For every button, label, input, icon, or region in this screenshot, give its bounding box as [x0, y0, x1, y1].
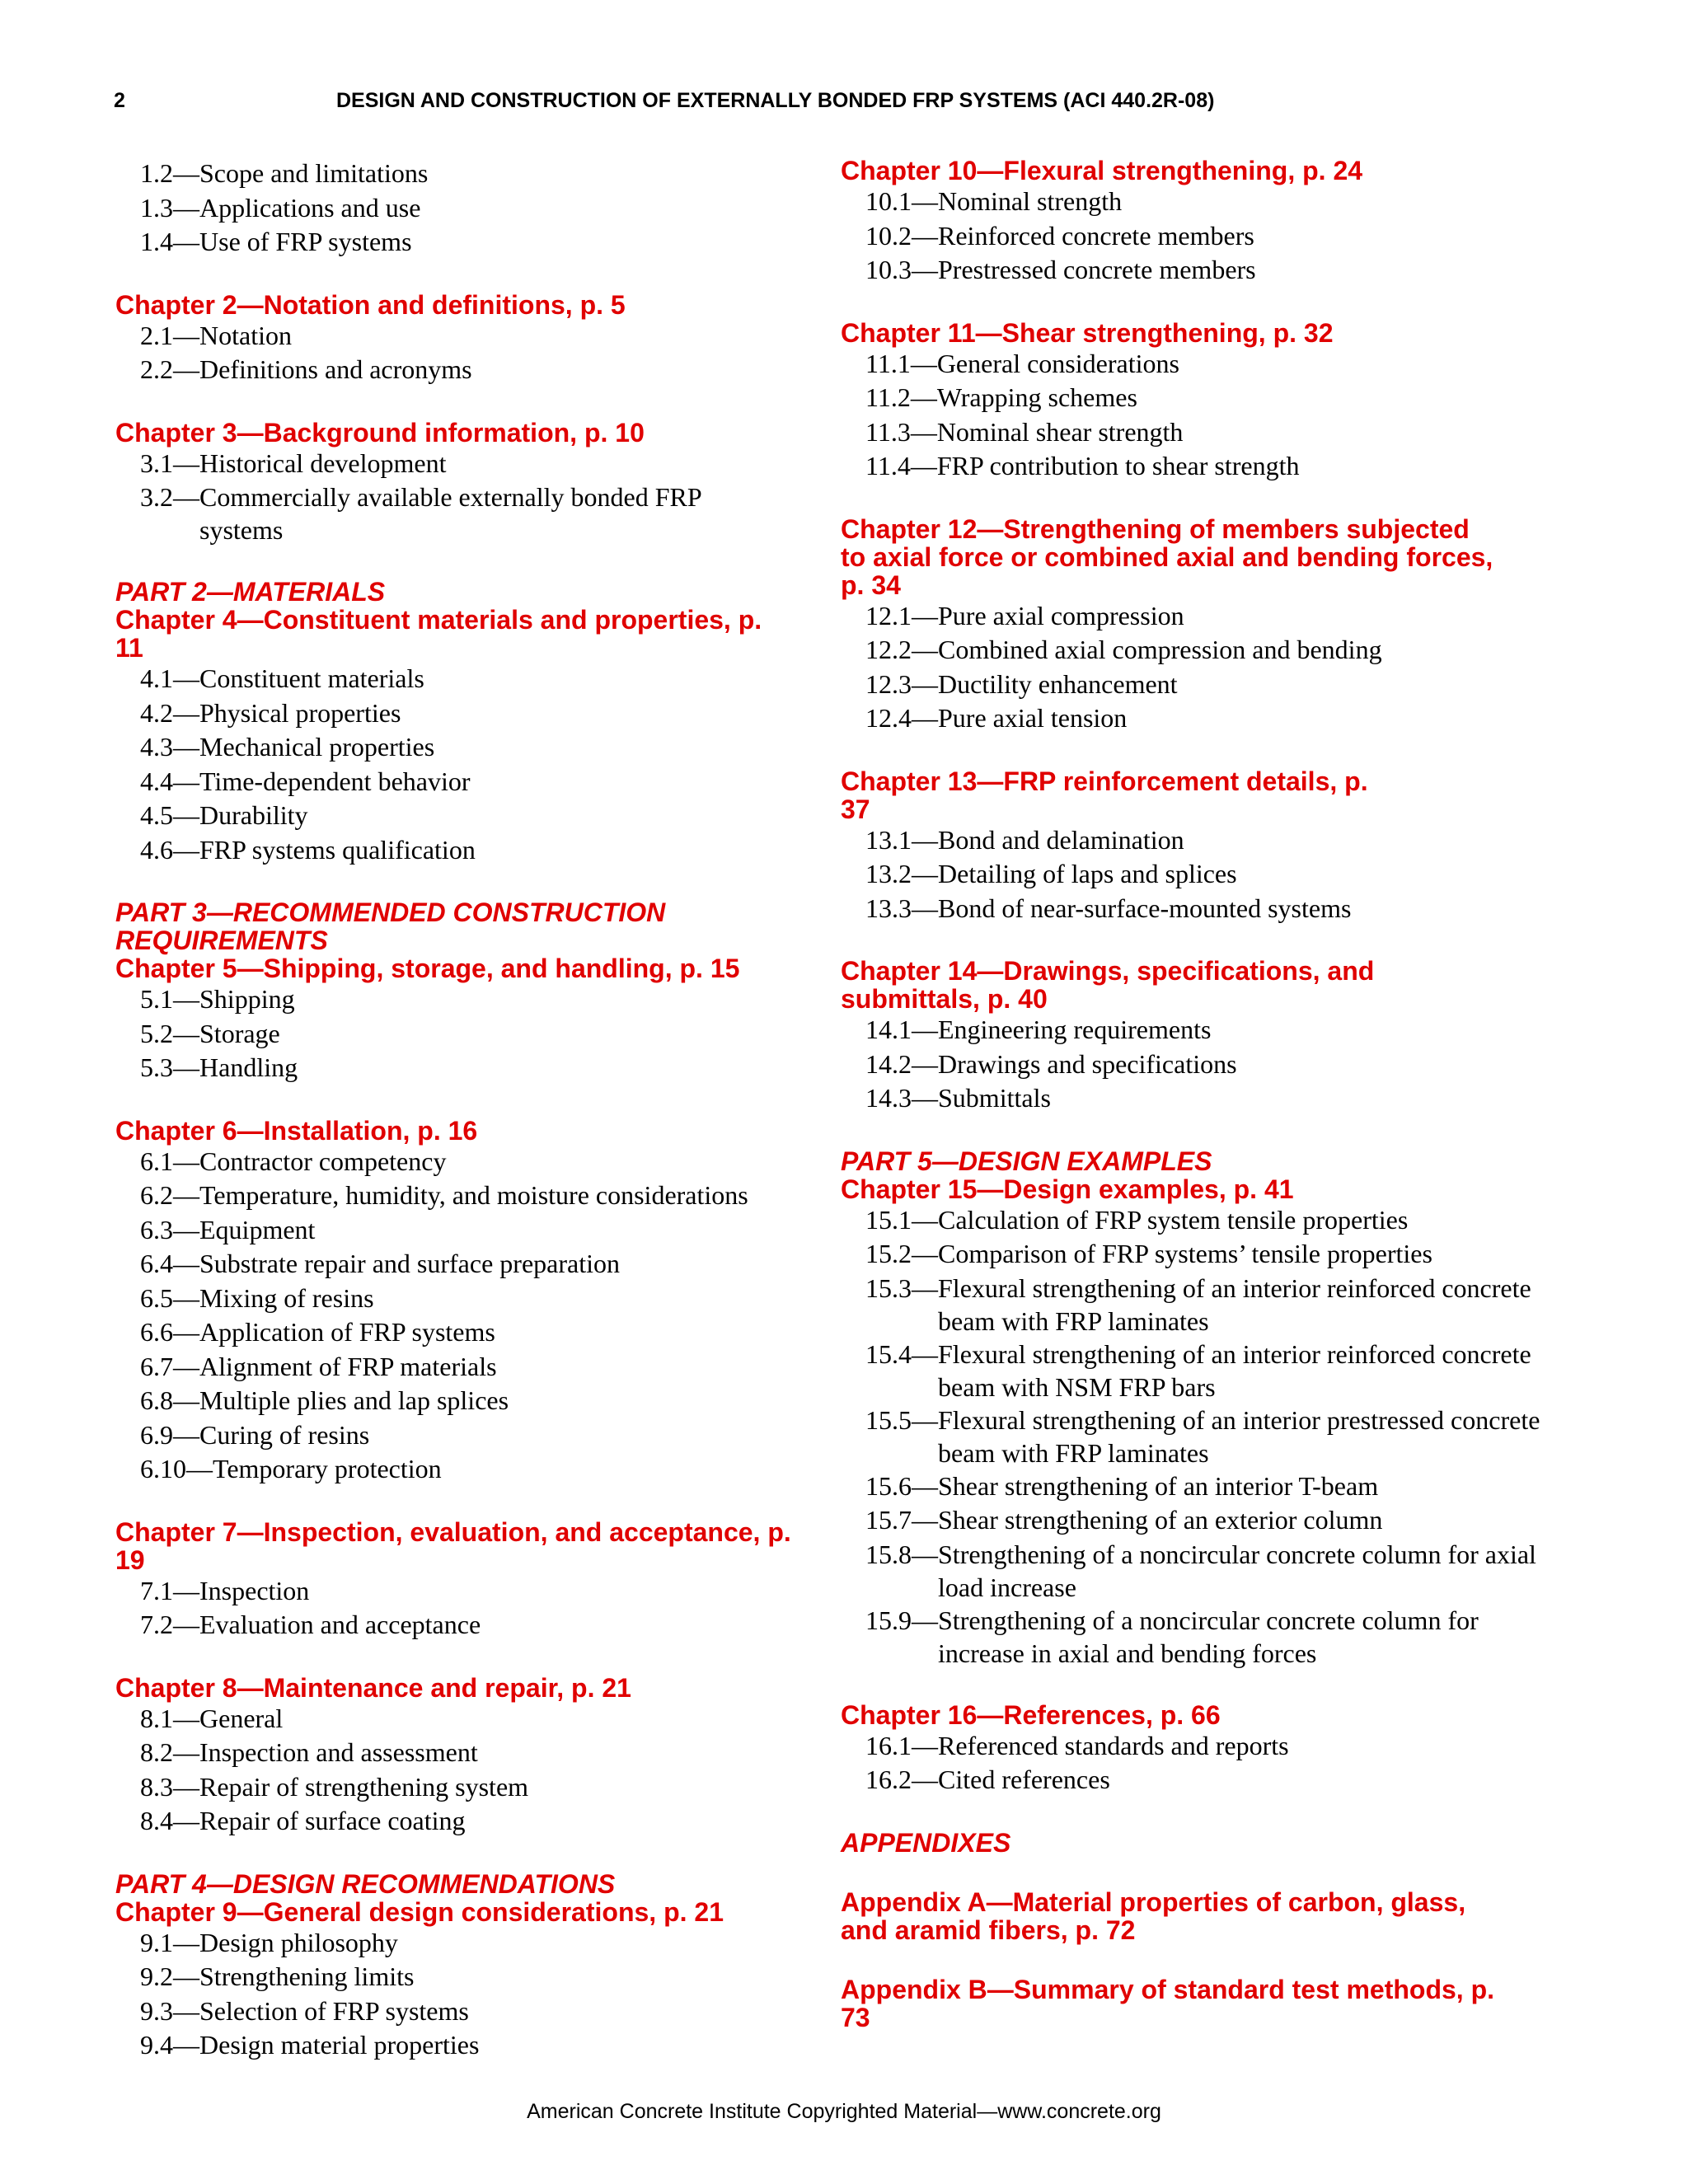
- toc-item: 15.5— Flexural strengthening of an interior prestressed concrete beam with FRP laminates: [865, 1404, 1540, 1468]
- toc-right-column: [841, 157, 1566, 2032]
- toc-section-chapter-8: [115, 1674, 791, 1839]
- toc-item: 7.2—Evaluation and acceptance: [140, 1610, 481, 1639]
- toc-item: 15.2—Comparison of FRP systems’ tensile properties: [865, 1239, 1432, 1268]
- toc-item: 3.2— Commercially available externally bonded FRP systems: [140, 482, 701, 545]
- toc-item: 6.9—Curing of resins: [140, 1419, 370, 1450]
- page-number: 2: [114, 89, 125, 112]
- toc-item: 15.7—Shear strengthening of an exterior column: [865, 1505, 1383, 1535]
- toc-section-chapter-2: [115, 291, 791, 387]
- part-heading: PART 5—DESIGN EXAMPLES: [841, 1146, 1212, 1176]
- toc-section-chapter-16: [841, 1701, 1566, 1797]
- toc-item: 11.4—FRP contribution to shear strength: [865, 451, 1300, 480]
- toc-left-column: [115, 157, 791, 2063]
- toc-item: 11.1—General considerations: [865, 348, 1179, 378]
- toc-section-chapter-11: [841, 319, 1566, 484]
- toc-item: 15.8— Strengthening of a noncircular concrete column for axial load increase: [865, 1539, 1536, 1602]
- toc-item: 6.6—Application of FRP systems: [140, 1317, 495, 1347]
- chapter-heading: Chapter 7—Inspection, evaluation, and acceptance, p. 19: [115, 1516, 791, 1575]
- toc-item: 14.2—Drawings and specifications: [865, 1048, 1237, 1079]
- toc-item: 8.4—Repair of surface coating: [140, 1806, 466, 1835]
- page-header: [114, 89, 1597, 122]
- part-heading: PART 4—DESIGN RECOMMENDATIONS: [115, 1868, 616, 1899]
- toc-section-appendixes: [841, 1829, 1566, 1857]
- chapter-heading: Chapter 3—Background information, p. 10: [115, 417, 645, 448]
- chapter-heading: Chapter 14—Drawings, specifications, and submittals, p. 40: [841, 956, 1375, 1014]
- chapter-heading: Chapter 4—Constituent materials and properties, p. 11: [115, 605, 762, 663]
- toc-item: 11.3—Nominal shear strength: [865, 416, 1184, 447]
- running-title: DESIGN AND CONSTRUCTION OF EXTERNALLY BONDED FRP SYSTEMS (ACI 440.2R-08): [336, 89, 1215, 112]
- toc-item: 5.1—Shipping: [140, 984, 295, 1014]
- copyright-footer: American Concrete Institute Copyrighted Material—www.concrete.org: [527, 2100, 1161, 2123]
- toc-item: 1.3—Applications and use: [140, 192, 421, 223]
- toc-section-part-5: [841, 1147, 1566, 1670]
- chapter-heading: Chapter 11—Shear strengthening, p. 32: [841, 317, 1334, 348]
- toc-item: 9.2—Strengthening limits: [140, 1961, 415, 1991]
- chapter-heading: Chapter 12—Strengthening of members subjected to axial force or combined axial and bending forces, p. 34: [841, 513, 1493, 600]
- toc-item: 12.1—Pure axial compression: [865, 600, 1184, 630]
- toc-item: 5.2—Storage: [140, 1018, 280, 1048]
- toc-item: 15.9— Strengthening of a noncircular concrete column for increase in axial and bending forces: [865, 1605, 1479, 1668]
- toc-item: 12.2—Combined axial compression and bending: [865, 635, 1382, 664]
- toc-section-part-4: [115, 1870, 791, 2063]
- toc-item: 9.4—Design material properties: [140, 2030, 480, 2060]
- toc-item: 8.3—Repair of strengthening system: [140, 1771, 529, 1802]
- toc-item: 1.2—Scope and limitations: [140, 158, 429, 188]
- toc-item: 10.3—Prestressed concrete members: [865, 255, 1256, 284]
- toc-section-appendix-b: [841, 1975, 1566, 2032]
- toc-section-chapter-3: [115, 419, 791, 547]
- toc-section-chapter-7: [115, 1518, 791, 1643]
- toc-section-chapter-12: [841, 515, 1566, 736]
- toc-item: 15.1—Calculation of FRP system tensile properties: [865, 1204, 1409, 1235]
- toc-item: 9.3—Selection of FRP systems: [140, 1995, 469, 2026]
- toc-item: 6.4—Substrate repair and surface preparation: [140, 1249, 620, 1278]
- toc-item: 14.3—Submittals: [865, 1083, 1051, 1113]
- chapter-heading: Chapter 16—References, p. 66: [841, 1699, 1221, 1730]
- toc-item: 2.2—Definitions and acronyms: [140, 354, 472, 384]
- chapter-heading: Chapter 8—Maintenance and repair, p. 21: [115, 1672, 631, 1703]
- chapter-heading: Chapter 13—FRP reinforcement details, p. 37: [841, 766, 1368, 824]
- toc-item: 11.2—Wrapping schemes: [865, 382, 1137, 412]
- appendix-heading: Appendix A—Material properties of carbon, glass, and aramid fibers, p. 72: [841, 1886, 1466, 1945]
- toc-item: 13.2—Detailing of laps and splices: [865, 859, 1237, 888]
- toc-section-chapter-10: [841, 157, 1566, 288]
- part-heading: PART 3—RECOMMENDED CONSTRUCTION REQUIREMENTS: [115, 898, 666, 955]
- toc-item: 12.4—Pure axial tension: [865, 703, 1128, 733]
- part-heading: PART 2—MATERIALS: [115, 577, 386, 607]
- toc-item: 14.1—Engineering requirements: [865, 1015, 1212, 1044]
- toc-item: 16.2—Cited references: [865, 1765, 1110, 1794]
- toc-item: 6.2—Temperature, humidity, and moisture considerations: [140, 1180, 748, 1210]
- toc-item: 10.1—Nominal strength: [865, 186, 1123, 216]
- toc-section-chapter-13: [841, 767, 1566, 926]
- toc-item: 10.2—Reinforced concrete members: [865, 220, 1254, 251]
- toc-item: 8.2—Inspection and assessment: [140, 1737, 478, 1767]
- toc-section-chapter-14: [841, 957, 1566, 1116]
- toc-item: 12.3—Ductility enhancement: [865, 668, 1178, 699]
- toc-item: 6.3—Equipment: [140, 1214, 316, 1244]
- toc-item: 5.3—Handling: [140, 1052, 298, 1082]
- toc-item: 13.1—Bond and delamination: [865, 824, 1184, 855]
- toc-item: 6.1—Contractor competency: [140, 1146, 447, 1176]
- toc-item: 4.1—Constituent materials: [140, 663, 424, 693]
- toc-item: 4.5—Durability: [140, 800, 308, 830]
- part-heading: APPENDIXES: [841, 1827, 1011, 1858]
- toc-item: 4.2—Physical properties: [140, 697, 401, 728]
- toc-item: 6.8—Multiple plies and lap splices: [140, 1385, 509, 1415]
- toc-item: 6.10—Temporary protection: [140, 1454, 442, 1483]
- toc-item: 9.1—Design philosophy: [140, 1927, 398, 1957]
- toc-section-appendix-a: [841, 1888, 1566, 1944]
- chapter-heading: Chapter 9—General design considerations, p. 21: [115, 1896, 724, 1927]
- toc-item: 3.1—Historical development: [140, 448, 447, 478]
- toc-item: 1.4—Use of FRP systems: [140, 227, 412, 256]
- toc-item: 4.4—Time-dependent behavior: [140, 766, 471, 796]
- chapter-heading: Chapter 2—Notation and definitions, p. 5: [115, 289, 626, 320]
- toc-item: 4.3—Mechanical properties: [140, 732, 435, 762]
- toc-item: 6.7—Alignment of FRP materials: [140, 1351, 497, 1381]
- toc-item: 2.1—Notation: [140, 320, 292, 350]
- toc-item: 8.1—General: [140, 1703, 284, 1733]
- chapter-heading: Chapter 6—Installation, p. 16: [115, 1115, 478, 1146]
- toc-item: 7.1—Inspection: [140, 1575, 310, 1605]
- toc-item: 4.6—FRP systems qualification: [140, 834, 476, 865]
- toc-item: 15.4— Flexural strengthening of an interior reinforced concrete beam with NSM FRP bars: [865, 1338, 1531, 1402]
- toc-section-part-3: [115, 898, 791, 1085]
- toc-item: 6.5—Mixing of resins: [140, 1282, 374, 1313]
- toc-item: 15.6—Shear strengthening of an interior T-beam: [865, 1470, 1379, 1501]
- toc-section-chapter-1-continued: [115, 157, 791, 260]
- chapter-heading: Chapter 10—Flexural strengthening, p. 24: [841, 156, 1363, 185]
- chapter-heading: Chapter 15—Design examples, p. 41: [841, 1174, 1294, 1204]
- toc-section-part-2: [115, 578, 791, 867]
- toc-item: 15.3— Flexural strengthening of an interior reinforced concrete beam with FRP laminates: [865, 1272, 1531, 1336]
- appendix-heading: Appendix B—Summary of standard test methods, p. 73: [841, 1974, 1494, 2032]
- toc-item: 16.1—Referenced standards and reports: [865, 1730, 1289, 1760]
- toc-item: 13.3—Bond of near-surface-mounted systems: [865, 893, 1352, 923]
- toc-section-chapter-6: [115, 1117, 791, 1487]
- chapter-heading: Chapter 5—Shipping, storage, and handling, p. 15: [115, 954, 740, 983]
